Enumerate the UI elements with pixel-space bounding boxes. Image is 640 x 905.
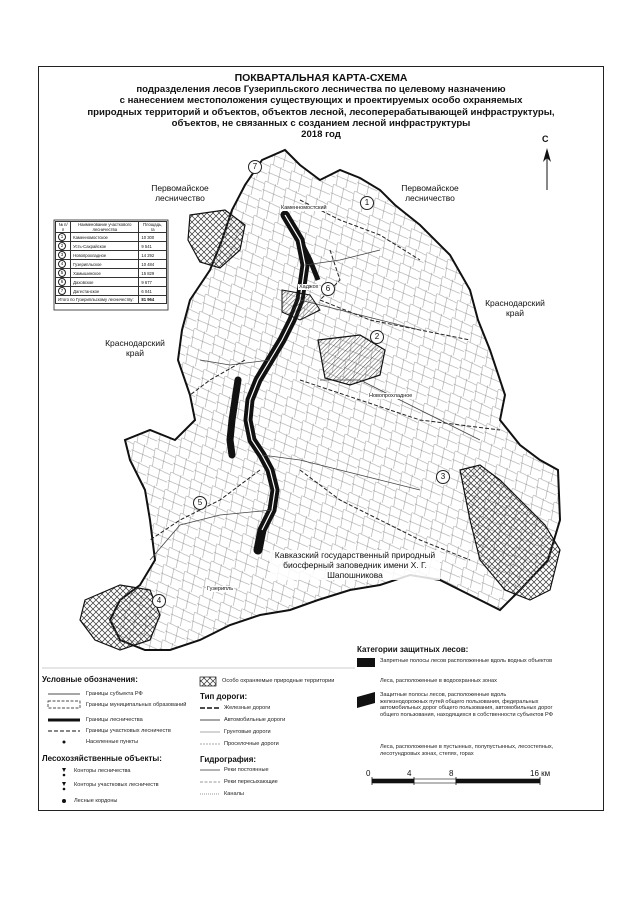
scale-segment <box>372 779 414 783</box>
scale-tick-label: 0 <box>366 769 371 778</box>
scale-segment <box>456 779 540 783</box>
table-header-row <box>56 222 167 233</box>
table-row <box>56 233 167 242</box>
district-number: 2 <box>370 330 384 344</box>
row-area: 9 677 <box>139 278 167 287</box>
district-number: 5 <box>193 496 207 510</box>
district-number: 1 <box>360 196 374 210</box>
table-header: Площадь, га <box>139 222 167 233</box>
title-line-1: ПОКВАРТАЛЬНАЯ КАРТА-СХЕМА <box>234 72 408 84</box>
scale-tick-label: 16 км <box>530 769 551 778</box>
title-year: 2018 год <box>301 129 341 141</box>
district-number: 7 <box>248 160 262 174</box>
legend-roads-heading: Тип дороги: <box>200 692 248 701</box>
region-pervomaisk-left: Первомайское лесничество <box>151 183 209 203</box>
category-item: Леса, расположенные в водоохранных зонах <box>380 678 497 684</box>
place-kamennomostsky: Каменномостский <box>281 205 327 211</box>
scale-segment <box>414 779 456 783</box>
table-header: № п/п <box>56 222 71 233</box>
row-number: 1 <box>58 233 66 241</box>
forestry-table <box>55 221 167 304</box>
legend-road: Железные дороги <box>224 705 271 711</box>
title-line-3: с нанесением местоположения существующих и проектируемых особо охраняемых <box>119 95 523 107</box>
legend-boundary: Населенные пункты <box>86 739 139 745</box>
legend-hydro: Реки пересыхающие <box>224 779 278 785</box>
row-area: 6 041 <box>139 287 167 296</box>
legend-road: Проселочные дороги <box>224 741 279 747</box>
legend-boundary: Границы муниципальных образований <box>86 702 187 708</box>
category-item: Леса, расположенные в пустынных, полупустынных, лесостепных, лесотундровых зонах, степях, горах <box>380 744 554 757</box>
region-reserve: Кавказский государственный природный биосферный заповедник имени Х. Г. Шапошникова <box>270 550 440 580</box>
legend-road: Автомобильные дороги <box>224 717 286 723</box>
row-number: 2 <box>58 242 66 250</box>
district-number: 4 <box>152 594 166 608</box>
place-hakhoj: Хаджох <box>299 284 319 290</box>
region-krasnodar-right: Краснодарский край <box>485 298 545 318</box>
table-row <box>56 251 167 260</box>
legend-hydro: Реки постоянные <box>224 767 269 773</box>
row-name: Дагестанское <box>71 287 139 296</box>
legend-hydro-heading: Гидрография: <box>200 755 257 764</box>
row-area: 10 484 <box>139 260 167 269</box>
legend-forestry-object: Конторы лесничества <box>74 768 131 774</box>
north-label: С <box>542 134 549 144</box>
region-pervomaisk-right: Первомайское лесничество <box>401 183 459 203</box>
legend-forestry-object: Конторы участковых лесничеств <box>74 782 159 788</box>
row-area: 10 300 <box>139 233 167 242</box>
row-number: 3 <box>58 251 66 259</box>
district-number: 6 <box>321 282 335 296</box>
scale-tick-label: 8 <box>449 769 454 778</box>
category-item: Запретные полосы лесов расположенные вдоль водных объектов <box>380 658 553 664</box>
row-number: 5 <box>58 269 66 277</box>
legend-boundary: Границы лесничества <box>86 717 143 723</box>
legend-forestry-heading: Лесохозяйственные объекты: <box>42 754 162 763</box>
legend-boundary: Границы субъекта РФ <box>86 691 143 697</box>
legend-forestry-object: Лесные кордоны <box>74 798 118 804</box>
row-name: Новопрохладное <box>71 251 139 260</box>
place-guzeripl: Гузерипль <box>207 586 234 592</box>
district-number: 3 <box>436 470 450 484</box>
region-krasnodar-left: Краснодарский край <box>105 338 165 358</box>
categories-heading: Категории защитных лесов: <box>357 645 469 654</box>
legend-hydro: Каналы <box>224 791 244 797</box>
place-novoprokhladnoe: Новопрохладное <box>369 393 413 399</box>
legend-oopt: Особо охраняемые природные территории <box>222 678 335 684</box>
table-total-row <box>56 296 167 304</box>
category-item: Защитные полосы лесов, расположенные вдоль железнодорожных путей общего пользования, федеральных автомобильных дорог общего пользования, автомобильных дорог общего пользования, находящихся в собственности субъектов РФ <box>380 692 553 718</box>
legend-road: Грунтовые дороги <box>224 729 271 735</box>
row-name: Каменномостское <box>71 233 139 242</box>
table-row <box>56 269 167 278</box>
total-area: 81 964 <box>139 296 167 304</box>
scale-tick-label: 4 <box>407 769 412 778</box>
row-name: Хамышинское <box>71 269 139 278</box>
north-arrow <box>543 148 551 190</box>
table-row <box>56 260 167 269</box>
row-number: 6 <box>58 278 66 286</box>
table-row <box>56 287 167 296</box>
row-name: Усть-Сахрайское <box>71 242 139 251</box>
table-row <box>56 242 167 251</box>
row-name: Даховское <box>71 278 139 287</box>
table-header: Наименование участкового лесничества <box>71 222 139 233</box>
table-row <box>56 278 167 287</box>
total-label: Итого по Гузерипльскому лесничеству: <box>56 296 139 304</box>
row-area: 9 541 <box>139 242 167 251</box>
row-area: 15 829 <box>139 269 167 278</box>
legend-boundary: Границы участковых лесничеств <box>86 728 171 734</box>
oopt-zone-southwest <box>80 585 160 650</box>
title-line-2: подразделения лесов Гузерипльского лесничества по целевому назначению <box>136 84 506 96</box>
row-number: 7 <box>58 287 66 295</box>
legend-heading: Условные обозначения: <box>42 675 138 684</box>
scale-bar <box>372 777 540 785</box>
row-name: Гузерипльское <box>71 260 139 269</box>
row-number: 4 <box>58 260 66 268</box>
row-area: 14 292 <box>139 251 167 260</box>
title-line-5: объектов, не связанных с созданием лесной инфраструктуры <box>171 117 471 129</box>
category-swatches <box>357 658 375 708</box>
title-line-4: природных территорий и объектов, объектов лесной, лесоперерабатывающей инфраструктуры, <box>87 106 555 118</box>
